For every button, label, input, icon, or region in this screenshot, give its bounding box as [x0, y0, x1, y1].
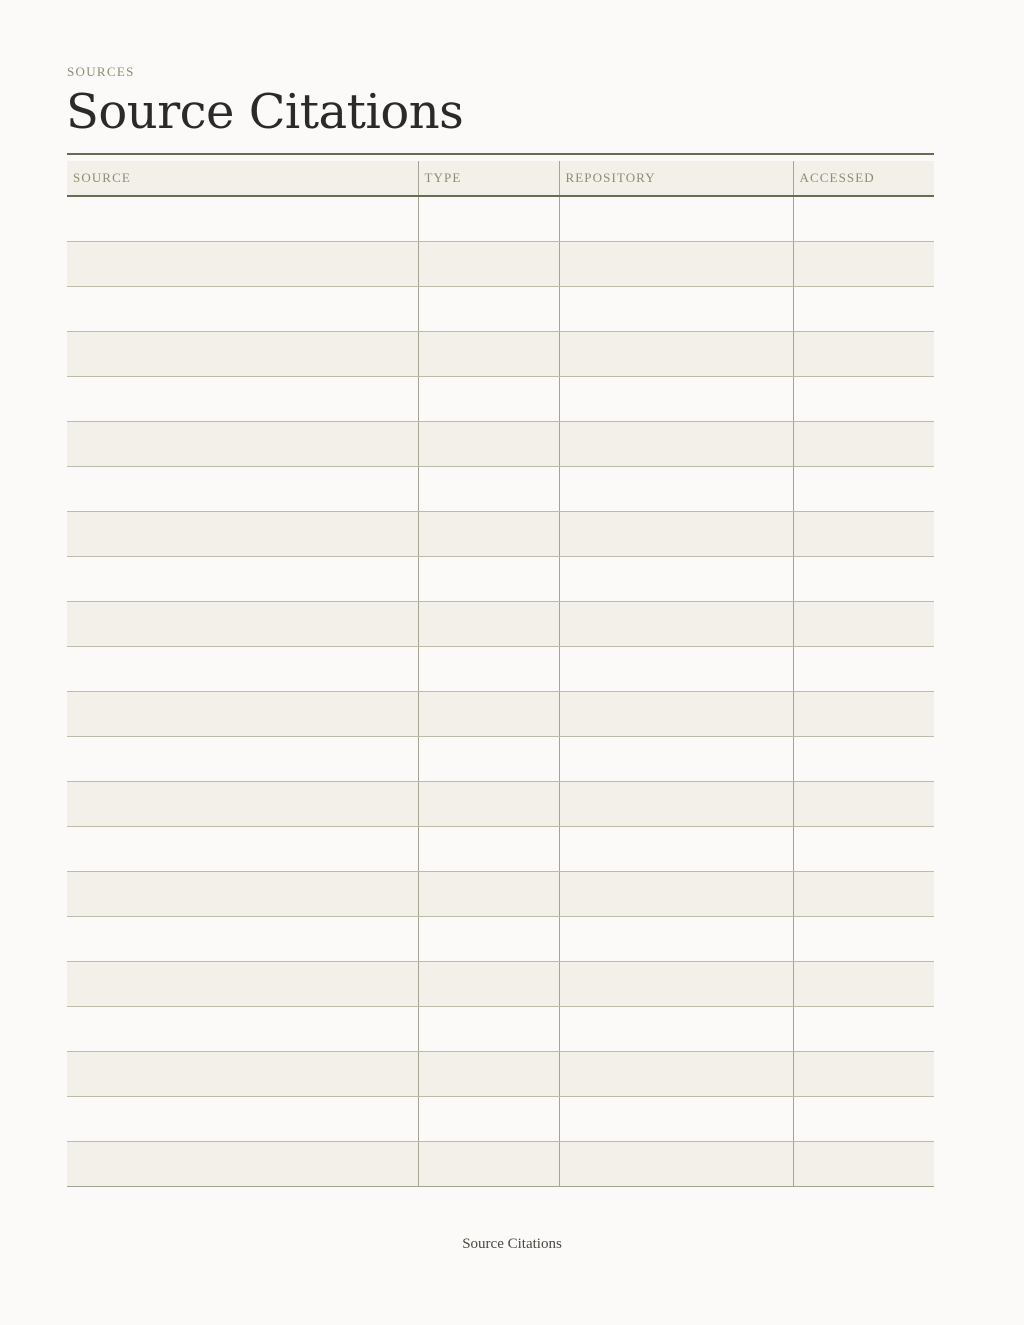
cell-source[interactable]: [67, 962, 418, 1007]
cell-accessed[interactable]: [793, 467, 934, 512]
cell-type[interactable]: [418, 242, 559, 287]
cell-type[interactable]: [418, 782, 559, 827]
page-footer: Source Citations: [462, 1236, 562, 1252]
cell-accessed[interactable]: [793, 1097, 934, 1142]
table-row: [67, 512, 934, 557]
cell-source[interactable]: [67, 917, 418, 962]
cell-accessed[interactable]: [793, 872, 934, 917]
column-header-accessed: ACCESSED: [793, 161, 934, 196]
cell-repository[interactable]: [559, 872, 793, 917]
page-title: Source Citations: [66, 84, 464, 140]
table-row: [67, 1007, 934, 1052]
citations-table: [67, 161, 934, 1187]
cell-repository[interactable]: [559, 1097, 793, 1142]
cell-source[interactable]: [67, 692, 418, 737]
cell-accessed[interactable]: [793, 512, 934, 557]
table-row: [67, 917, 934, 962]
table-row: [67, 422, 934, 467]
cell-accessed[interactable]: [793, 1007, 934, 1052]
table-row: [67, 827, 934, 872]
cell-accessed[interactable]: [793, 377, 934, 422]
table-row: [67, 1052, 934, 1097]
cell-accessed[interactable]: [793, 1142, 934, 1187]
cell-source[interactable]: [67, 467, 418, 512]
table-row: [67, 377, 934, 422]
cell-type[interactable]: [418, 1052, 559, 1097]
table-row: [67, 737, 934, 782]
table-row: [67, 962, 934, 1007]
cell-accessed[interactable]: [793, 692, 934, 737]
cell-repository[interactable]: [559, 557, 793, 602]
section-eyebrow: SOURCES: [67, 64, 135, 79]
table-row: [67, 647, 934, 692]
cell-repository[interactable]: [559, 692, 793, 737]
cell-repository[interactable]: [559, 647, 793, 692]
cell-type[interactable]: [418, 196, 559, 242]
column-header-repository: REPOSITORY: [559, 161, 793, 196]
cell-source[interactable]: [67, 287, 418, 332]
table-row: [67, 782, 934, 827]
cell-accessed[interactable]: [793, 557, 934, 602]
cell-type[interactable]: [418, 422, 559, 467]
table-row: [67, 242, 934, 287]
cell-type[interactable]: [418, 377, 559, 422]
cell-type[interactable]: [418, 1097, 559, 1142]
cell-accessed[interactable]: [793, 242, 934, 287]
cell-source[interactable]: [67, 1142, 418, 1187]
cell-repository[interactable]: [559, 827, 793, 872]
table-row: [67, 287, 934, 332]
cell-source[interactable]: [67, 422, 418, 467]
cell-repository[interactable]: [559, 242, 793, 287]
table-row: [67, 1142, 934, 1187]
table-row: [67, 872, 934, 917]
cell-repository[interactable]: [559, 1052, 793, 1097]
cell-type[interactable]: [418, 692, 559, 737]
cell-repository[interactable]: [559, 1007, 793, 1052]
cell-repository[interactable]: [559, 917, 793, 962]
cell-source[interactable]: [67, 332, 418, 377]
cell-repository[interactable]: [559, 737, 793, 782]
cell-repository[interactable]: [559, 287, 793, 332]
table-row: [67, 692, 934, 737]
cell-type[interactable]: [418, 1142, 559, 1187]
cell-type[interactable]: [418, 287, 559, 332]
cell-repository[interactable]: [559, 512, 793, 557]
cell-type[interactable]: [418, 512, 559, 557]
cell-source[interactable]: [67, 196, 418, 242]
cell-accessed[interactable]: [793, 332, 934, 377]
cell-accessed[interactable]: [793, 1052, 934, 1097]
table-body: [67, 196, 934, 1187]
cell-repository[interactable]: [559, 467, 793, 512]
column-header-type: TYPE: [418, 161, 559, 196]
cell-source[interactable]: [67, 512, 418, 557]
cell-type[interactable]: [418, 737, 559, 782]
cell-accessed[interactable]: [793, 422, 934, 467]
cell-type[interactable]: [418, 872, 559, 917]
cell-accessed[interactable]: [793, 287, 934, 332]
cell-repository[interactable]: [559, 422, 793, 467]
column-header-source: SOURCE: [67, 161, 418, 196]
cell-source[interactable]: [67, 1097, 418, 1142]
cell-accessed[interactable]: [793, 602, 934, 647]
cell-accessed[interactable]: [793, 196, 934, 242]
cell-source[interactable]: [67, 377, 418, 422]
cell-type[interactable]: [418, 332, 559, 377]
cell-type[interactable]: [418, 467, 559, 512]
table-row: [67, 332, 934, 377]
cell-accessed[interactable]: [793, 827, 934, 872]
table-row: [67, 602, 934, 647]
table-row: [67, 557, 934, 602]
cell-type[interactable]: [418, 647, 559, 692]
cell-source[interactable]: [67, 242, 418, 287]
cell-accessed[interactable]: [793, 737, 934, 782]
table-row: [67, 196, 934, 242]
table-row: [67, 1097, 934, 1142]
table-header-row: [67, 161, 934, 196]
cell-repository[interactable]: [559, 196, 793, 242]
cell-source[interactable]: [67, 647, 418, 692]
cell-repository[interactable]: [559, 332, 793, 377]
cell-repository[interactable]: [559, 782, 793, 827]
cell-source[interactable]: [67, 827, 418, 872]
table-row: [67, 467, 934, 512]
cell-source[interactable]: [67, 602, 418, 647]
top-divider: [67, 153, 934, 155]
citations-table-container: [67, 153, 934, 1187]
cell-source[interactable]: [67, 782, 418, 827]
cell-type[interactable]: [418, 962, 559, 1007]
cell-repository[interactable]: [559, 1142, 793, 1187]
cell-source[interactable]: [67, 1007, 418, 1052]
cell-type[interactable]: [418, 827, 559, 872]
cell-repository[interactable]: [559, 602, 793, 647]
cell-accessed[interactable]: [793, 782, 934, 827]
cell-accessed[interactable]: [793, 962, 934, 1007]
cell-source[interactable]: [67, 872, 418, 917]
cell-source[interactable]: [67, 1052, 418, 1097]
cell-type[interactable]: [418, 1007, 559, 1052]
cell-repository[interactable]: [559, 962, 793, 1007]
cell-source[interactable]: [67, 557, 418, 602]
cell-type[interactable]: [418, 602, 559, 647]
cell-accessed[interactable]: [793, 917, 934, 962]
cell-source[interactable]: [67, 737, 418, 782]
cell-accessed[interactable]: [793, 647, 934, 692]
cell-repository[interactable]: [559, 377, 793, 422]
cell-type[interactable]: [418, 557, 559, 602]
cell-type[interactable]: [418, 917, 559, 962]
